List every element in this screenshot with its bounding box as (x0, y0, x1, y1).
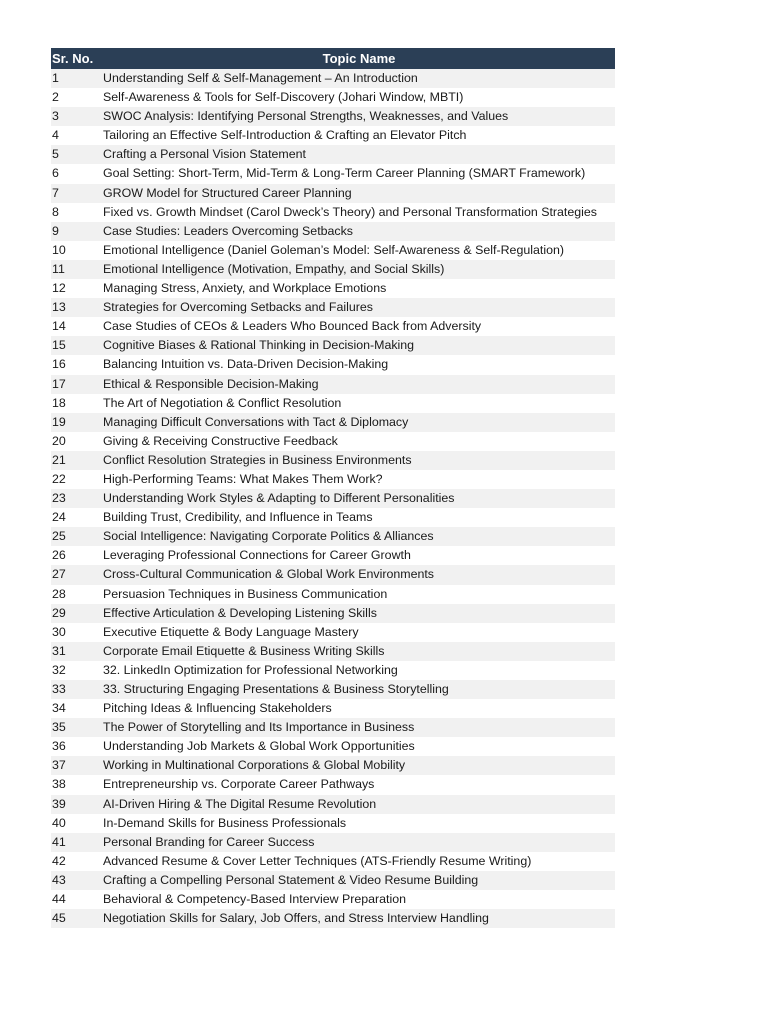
row-number: 16 (52, 357, 66, 372)
row-topic: Crafting a Compelling Personal Statement & Video Resume Building (103, 872, 479, 887)
row-topic: Balancing Intuition vs. Data-Driven Decision-Making (103, 357, 389, 372)
table-row (51, 699, 615, 718)
row-number: 3 (52, 109, 59, 124)
table-row (51, 737, 615, 756)
row-topic: The Power of Storytelling and Its Importance in Business (103, 720, 415, 735)
row-topic: Emotional Intelligence (Motivation, Empathy, and Social Skills) (103, 261, 445, 276)
row-number: 25 (52, 529, 66, 544)
table-row (51, 145, 615, 164)
row-topic: AI-Driven Hiring & The Digital Resume Revolution (103, 796, 377, 811)
table-row (51, 852, 615, 871)
row-topic: Advanced Resume & Cover Letter Techniques (ATS-Friendly Resume Writing) (103, 853, 532, 868)
table-row (51, 680, 615, 699)
row-number: 40 (52, 815, 66, 830)
table-row (51, 260, 615, 279)
row-topic: Case Studies: Leaders Overcoming Setbacks (103, 223, 354, 238)
table-row (51, 756, 615, 775)
row-number: 33 (52, 682, 66, 696)
row-number: 21 (52, 452, 66, 467)
row-topic: Managing Stress, Anxiety, and Workplace Emotions (103, 281, 387, 296)
row-number: 44 (52, 892, 66, 907)
table-row (51, 623, 615, 642)
header-topic-name: Topic Name (322, 51, 396, 66)
table-row (51, 814, 615, 833)
row-number: 15 (52, 338, 66, 353)
table-header-row (51, 48, 615, 69)
row-topic: Executive Etiquette & Body Language Mastery (103, 624, 359, 639)
row-topic: Understanding Work Styles & Adapting to Different Personalities (103, 491, 455, 506)
row-topic: Understanding Job Markets & Global Work Opportunities (103, 739, 415, 754)
row-topic: In-Demand Skills for Business Professionals (103, 815, 347, 830)
row-number: 12 (52, 281, 66, 296)
table-row (51, 604, 615, 623)
row-topic: Goal Setting: Short-Term, Mid-Term & Long-Term Career Planning (SMART Framework) (103, 166, 586, 181)
row-topic: Conflict Resolution Strategies in Business Environments (103, 452, 412, 467)
row-topic: 32. LinkedIn Optimization for Professional Networking (103, 662, 398, 677)
row-topic: Effective Articulation & Developing Listening Skills (103, 605, 377, 620)
row-number: 45 (52, 911, 66, 926)
table-row (51, 184, 615, 203)
table-row (51, 126, 615, 145)
table-row (51, 394, 615, 413)
table-row (51, 909, 615, 928)
row-number: 24 (52, 510, 66, 525)
row-number: 30 (52, 624, 66, 639)
table-row (51, 451, 615, 470)
table-row (51, 375, 615, 394)
row-number: 7 (52, 185, 59, 200)
table-row (51, 279, 615, 298)
table-body (51, 69, 615, 928)
row-topic: Entrepreneurship vs. Corporate Career Pathways (103, 777, 375, 792)
row-number: 27 (52, 567, 66, 582)
row-number: 37 (52, 758, 66, 773)
table-row (51, 833, 615, 852)
table-row (51, 890, 615, 909)
row-topic: High-Performing Teams: What Makes Them Work? (103, 471, 383, 486)
table-row (51, 565, 615, 584)
table-row (51, 470, 615, 489)
row-topic: Crafting a Personal Vision Statement (103, 147, 306, 162)
row-number: 8 (52, 204, 59, 219)
row-topic: Behavioral & Competency-Based Interview Preparation (103, 892, 407, 907)
table-row (51, 222, 615, 241)
table-row (51, 775, 615, 794)
row-number: 14 (52, 319, 66, 334)
row-number: 9 (52, 223, 59, 238)
row-number: 19 (52, 414, 66, 429)
row-topic: Pitching Ideas & Influencing Stakeholders (103, 701, 332, 716)
row-topic: Tailoring an Effective Self-Introduction & Crafting an Elevator Pitch (103, 128, 467, 143)
table-row (51, 298, 615, 317)
row-number: 17 (52, 376, 66, 391)
row-topic: Emotional Intelligence (Daniel Goleman’s Model: Self-Awareness & Self-Regulation) (103, 242, 564, 257)
row-number: 28 (52, 586, 66, 601)
table-row (51, 69, 615, 88)
row-number: 6 (52, 166, 59, 181)
row-number: 32 (52, 662, 66, 677)
table-row (51, 317, 615, 336)
table-row (51, 585, 615, 604)
row-number: 43 (52, 872, 66, 887)
row-number: 20 (52, 433, 66, 448)
table-row (51, 871, 615, 890)
table-row (51, 489, 615, 508)
table-row (51, 718, 615, 737)
row-topic: Understanding Self & Self-Management – An Introduction (103, 71, 418, 85)
row-topic: Managing Difficult Conversations with Tact & Diplomacy (103, 414, 409, 429)
row-number: 18 (52, 395, 66, 410)
table-row (51, 164, 615, 183)
table-row (51, 88, 615, 107)
header-sr-no: Sr. No. (52, 51, 94, 66)
row-topic: Personal Branding for Career Success (103, 834, 315, 849)
row-topic: SWOC Analysis: Identifying Personal Strengths, Weaknesses, and Values (103, 109, 509, 124)
row-topic: The Art of Negotiation & Conflict Resolution (103, 395, 342, 410)
row-topic: 33. Structuring Engaging Presentations & Business Storytelling (103, 682, 449, 696)
row-topic: Fixed vs. Growth Mindset (Carol Dweck’s Theory) and Personal Transformation Strategies (103, 204, 597, 219)
table-row (51, 203, 615, 222)
row-number: 41 (52, 834, 66, 849)
row-number: 11 (52, 261, 65, 276)
row-topic: Case Studies of CEOs & Leaders Who Bounced Back from Adversity (103, 319, 482, 334)
row-number: 26 (52, 548, 66, 563)
row-topic: Self-Awareness & Tools for Self-Discovery (Johari Window, MBTI) (103, 90, 464, 105)
row-number: 35 (52, 720, 66, 735)
table-row (51, 546, 615, 565)
row-topic: Social Intelligence: Navigating Corporate Politics & Alliances (103, 529, 434, 544)
row-number: 23 (52, 491, 66, 506)
table-row (51, 795, 615, 814)
row-topic: GROW Model for Structured Career Planning (103, 185, 352, 200)
row-number: 13 (52, 300, 66, 315)
row-topic: Corporate Email Etiquette & Business Writing Skills (103, 643, 385, 658)
row-number: 34 (52, 701, 66, 716)
row-number: 10 (52, 242, 66, 257)
table-row (51, 413, 615, 432)
row-topic: Negotiation Skills for Salary, Job Offers, and Stress Interview Handling (103, 911, 489, 926)
row-topic: Persuasion Techniques in Business Communication (103, 586, 388, 601)
row-topic: Building Trust, Credibility, and Influence in Teams (103, 510, 373, 525)
row-number: 1 (52, 71, 59, 85)
row-number: 29 (52, 605, 66, 620)
row-number: 31 (52, 643, 66, 658)
row-number: 5 (52, 147, 59, 162)
table-row (51, 355, 615, 374)
table-row (51, 527, 615, 546)
topic-table (51, 48, 615, 928)
row-topic: Working in Multinational Corporations & Global Mobility (103, 758, 406, 773)
row-number: 2 (52, 90, 59, 105)
row-number: 38 (52, 777, 66, 792)
row-topic: Cross-Cultural Communication & Global Work Environments (103, 567, 434, 582)
row-number: 36 (52, 739, 66, 754)
table-row (51, 336, 615, 355)
table-row (51, 508, 615, 527)
table-row (51, 642, 615, 661)
table-row (51, 432, 615, 451)
row-topic: Giving & Receiving Constructive Feedback (103, 433, 338, 448)
row-topic: Cognitive Biases & Rational Thinking in Decision-Making (103, 338, 415, 353)
row-topic: Strategies for Overcoming Setbacks and Failures (103, 300, 373, 315)
table-row (51, 107, 615, 126)
row-number: 39 (52, 796, 66, 811)
row-number: 42 (52, 853, 66, 868)
table-row (51, 661, 615, 680)
table-row (51, 241, 615, 260)
row-number: 22 (52, 471, 66, 486)
row-topic: Leveraging Professional Connections for Career Growth (103, 548, 411, 563)
row-topic: Ethical & Responsible Decision-Making (103, 376, 319, 391)
row-number: 4 (52, 128, 59, 143)
